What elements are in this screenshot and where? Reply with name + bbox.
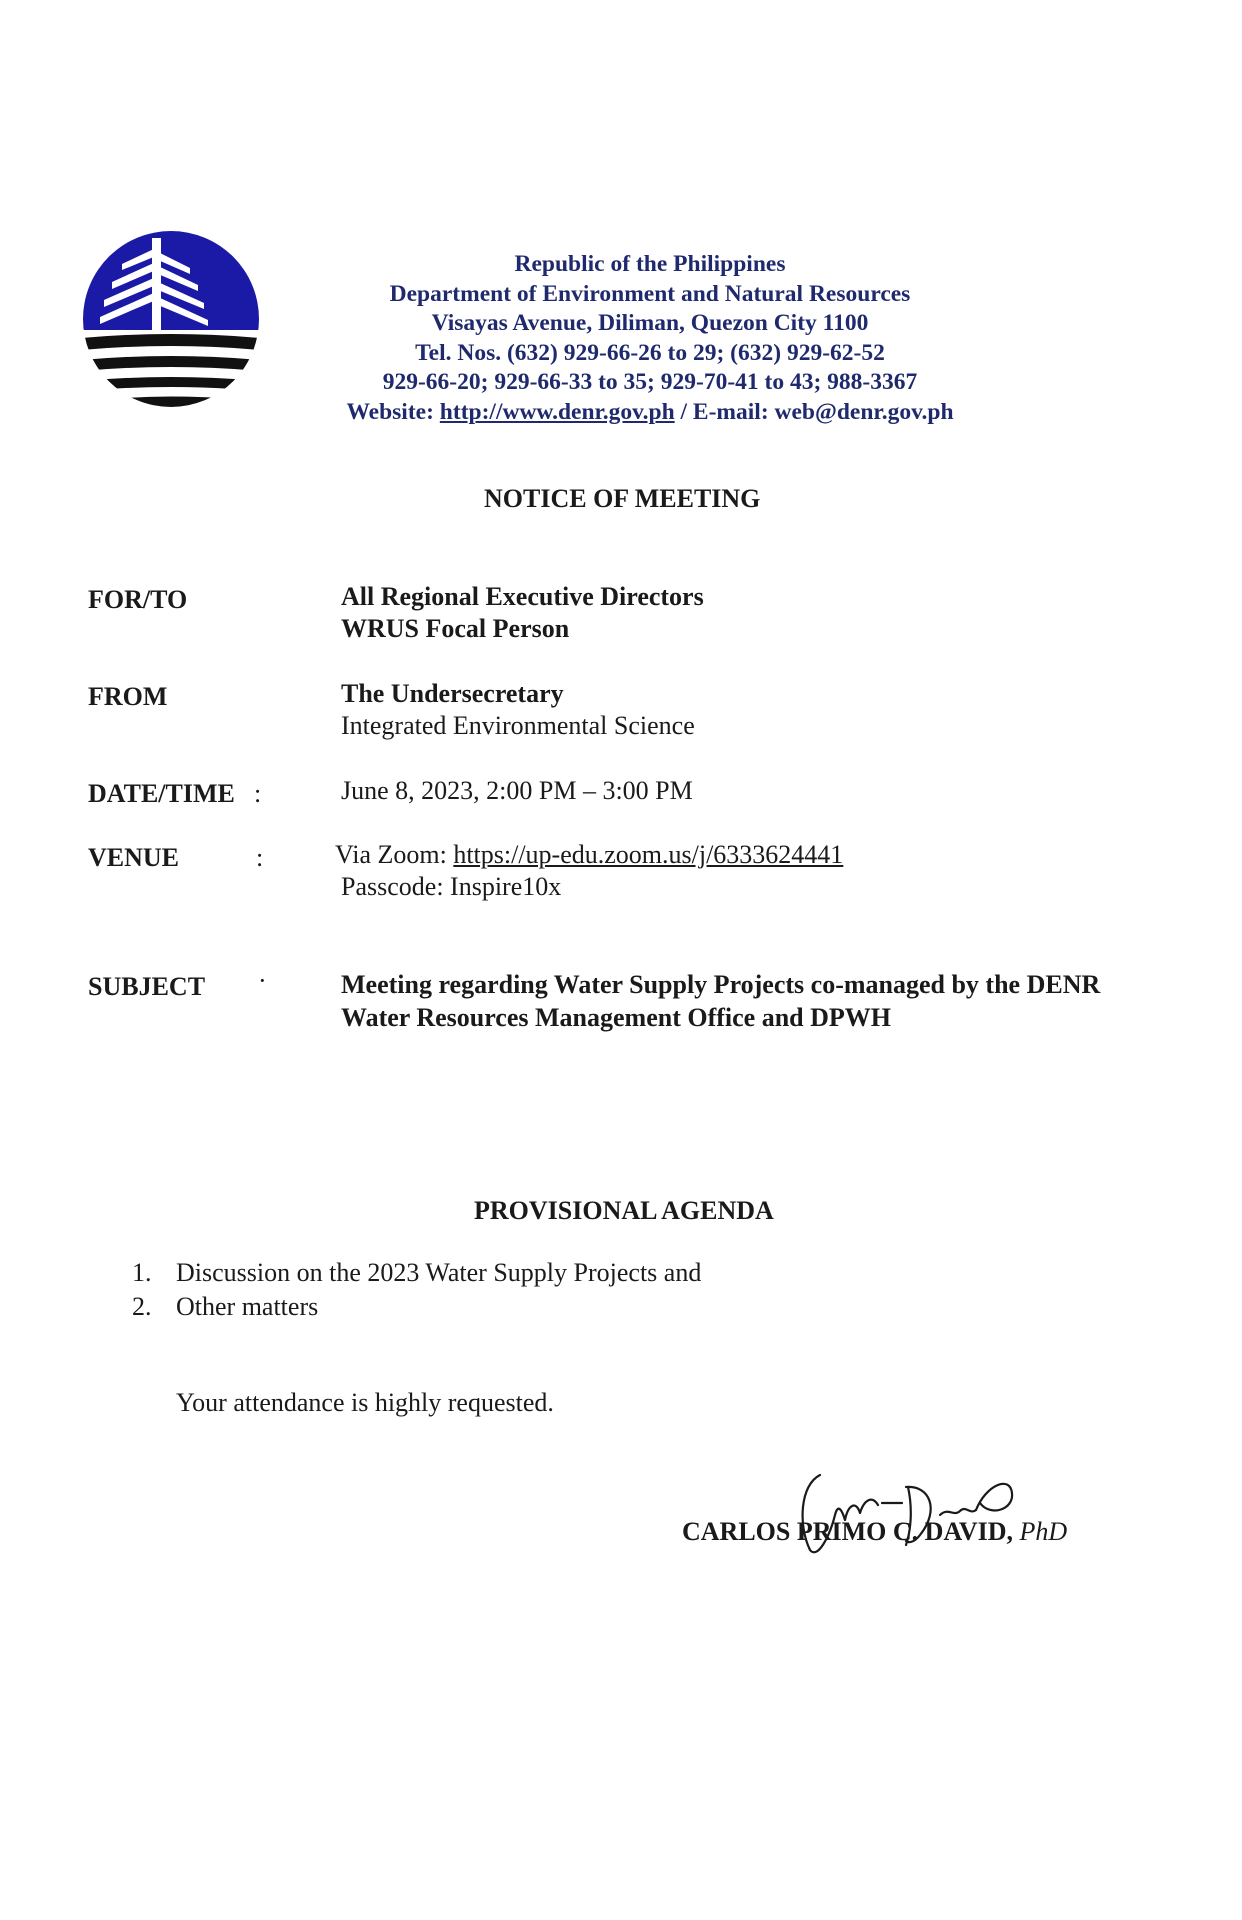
notice-title: NOTICE OF MEETING — [484, 484, 761, 513]
from-value — [341, 678, 695, 742]
venue-label: VENUE — [88, 843, 180, 872]
website-label: Website: — [346, 398, 440, 425]
for-to-label: FOR/TO — [88, 585, 188, 614]
from-label: FROM — [88, 682, 168, 711]
venue-zoom-line — [335, 839, 843, 871]
letterhead-tel: Tel. Nos. (632) 929-66-26 to 29; (632) 929-62-52 — [415, 339, 885, 366]
venue-colon: : — [256, 843, 264, 872]
from-line-2: Integrated Environmental Science — [341, 711, 695, 740]
for-to-line-2: WRUS Focal Person — [341, 614, 570, 643]
agenda-item — [132, 1290, 701, 1324]
website-link[interactable]: http://www.denr.gov.ph — [439, 398, 675, 425]
venue-value — [335, 839, 843, 903]
subject-line-1: Meeting regarding Water Supply Projects co-managed by the DENR — [341, 970, 1101, 999]
datetime-value: June 8, 2023, 2:00 PM – 3:00 PM — [341, 776, 693, 805]
agenda-item-number: 1. — [132, 1258, 152, 1287]
handwritten-signature — [790, 1455, 1030, 1565]
email-text: / E-mail: web@denr.gov.ph — [674, 398, 954, 425]
zoom-link[interactable]: https://up-edu.zoom.us/j/6333624441 — [453, 840, 844, 869]
for-to-value — [341, 581, 704, 645]
letterhead-contact — [300, 398, 1000, 428]
subject-label: SUBJECT — [88, 972, 206, 1001]
venue-prefix: Via Zoom: — [335, 840, 454, 869]
venue-passcode: Passcode: Inspire10x — [341, 872, 562, 901]
datetime-colon: : — [254, 779, 262, 808]
signatory-full-name: CARLOS PRIMO C. DAVID — [682, 1517, 1007, 1546]
agenda-list — [132, 1256, 701, 1324]
agenda-item-text: Other matters — [176, 1292, 319, 1321]
datetime-label: DATE/TIME — [88, 779, 235, 808]
subject-colon: · — [258, 966, 267, 995]
subject-line-2: Water Resources Management Office and DPWH — [341, 1003, 891, 1032]
letterhead-republic: Republic of the Philippines — [514, 251, 786, 277]
letterhead-tel-2: 929-66-20; 929-66-33 to 35; 929-70-41 to 43; 988-3367 — [382, 369, 918, 395]
denr-logo — [82, 230, 260, 408]
agenda-item — [132, 1256, 701, 1290]
agenda-title: PROVISIONAL AGENDA — [474, 1196, 774, 1225]
agenda-item-text: Discussion on the 2023 Water Supply Projects and — [176, 1258, 702, 1287]
from-line-1: The Undersecretary — [341, 679, 564, 708]
closing-text: Your attendance is highly requested. — [176, 1388, 554, 1417]
subject-value — [341, 968, 1100, 1034]
letterhead-department: Department of Environment and Natural Resources — [389, 280, 911, 307]
letterhead-address: Visayas Avenue, Diliman, Quezon City 1100 — [431, 310, 869, 336]
agenda-item-number: 2. — [132, 1292, 152, 1321]
for-to-line-1: All Regional Executive Directors — [341, 582, 704, 611]
signatory-degree: PhD — [1019, 1517, 1068, 1546]
signatory-comma: , — [1006, 1517, 1020, 1546]
letterhead — [300, 250, 1000, 427]
